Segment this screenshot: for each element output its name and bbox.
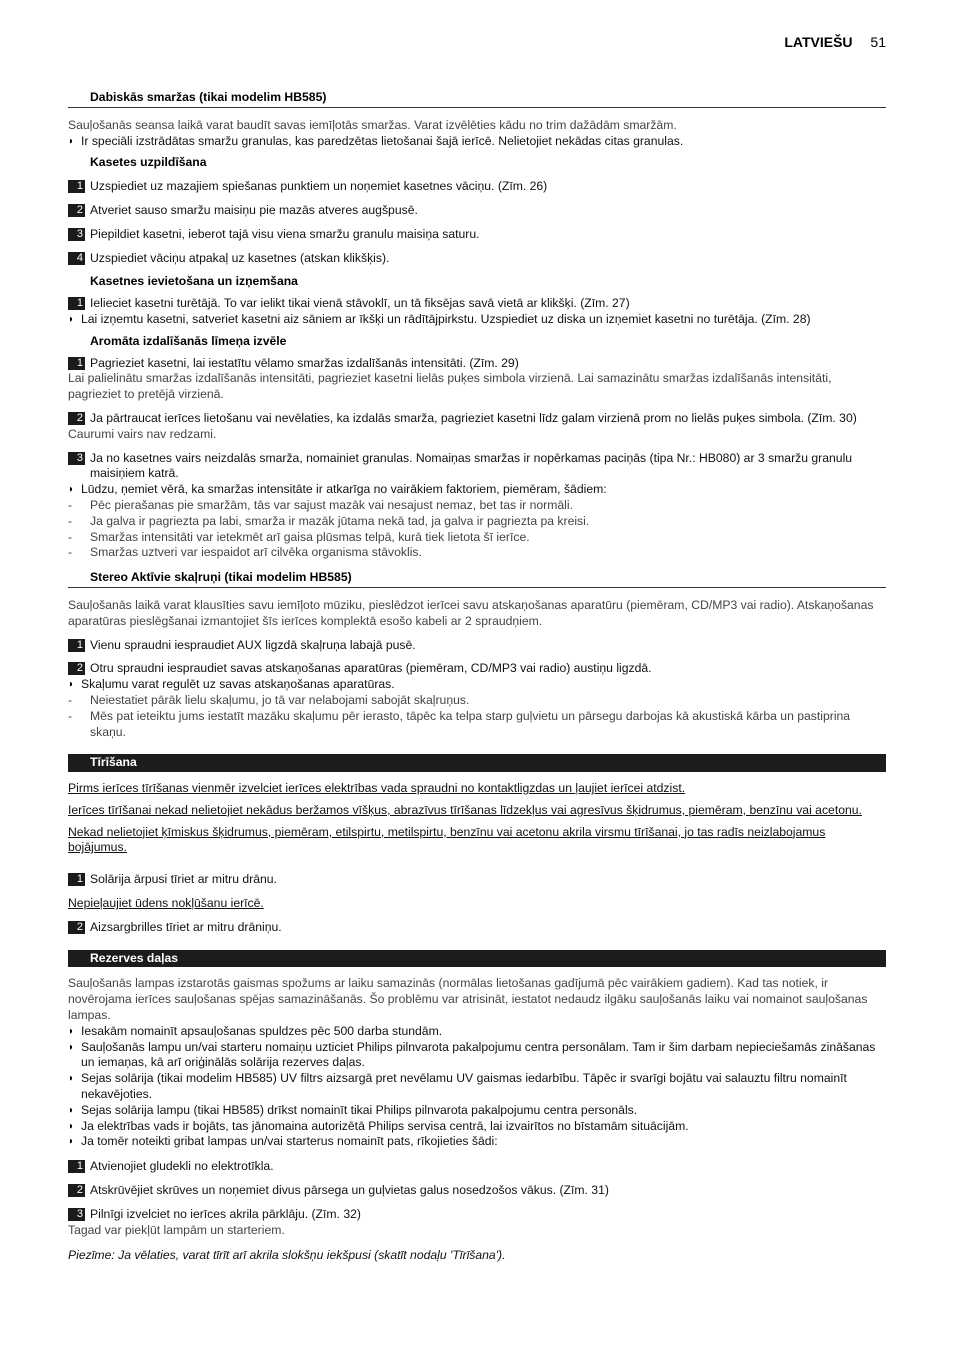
cleaning-warning: Pirms ierīces tīrīšanas vienmēr izvelciet ierīces elektrības vada spraudni no kontaktligzdas un ļaujiet ierīcei atdzist. — [68, 781, 686, 796]
step-number: 2 — [68, 412, 85, 425]
section-title-speakers: Stereo Aktīvie skaļruņi (tikai modelim HB585) — [68, 570, 886, 588]
step-item — [68, 227, 886, 243]
factor-item: - Smaržas uztveri var iespaidot arī cilvēka organisma stāvoklis. — [68, 545, 886, 561]
step-text: Vienu spraudni iespraudiet AUX ligzdā skaļruņa labajā pusē. — [90, 637, 416, 652]
subheading-insert-remove: Kasetnes ievietošana un izņemšana — [90, 274, 298, 289]
step-item — [68, 920, 886, 936]
step-number: 1 — [68, 873, 85, 886]
step-text: Aizsargbrilles tīriet ar mitru drāniņu. — [90, 919, 282, 934]
step-text: Uzspiediet uz mazajiem spiešanas punktiem un noņemiet kasetnes vāciņu. (Zīm. 26) — [90, 179, 548, 194]
step-item — [68, 1183, 886, 1199]
step-number: 2 — [68, 1184, 85, 1197]
holes-text: Caurumi vairs nav redzami. — [68, 426, 217, 441]
step-text: Atveriet sauso smaržu maisiņu pie mazās atveres augšpusē. — [90, 202, 418, 217]
language-label: LATVIEŠU — [784, 34, 853, 50]
volume-warning: - Mēs pat ieteiktu jums iestatīt mazāku skaļumu pēr ierasto, tāpēc ka telpa starp guļvietu un pārsegu darbojas kā akustiskā kārba un pastiprina skaņu. — [68, 709, 886, 741]
step-text: Ja no kasetnes vairs neizdalās smarža, nomainiet granulas. Nomaiņas smaržas ir nopērkamas paciņās (tipa Nr.: HB080) ar 3 smaržu granulu maisiņiem katrā. — [90, 450, 853, 481]
step-item — [68, 872, 886, 888]
spare-parts-bullet: ◗ Ja tomēr noteikti gribat lampas un/vai starterus nomainīt pats, rīkojieties šādi: — [68, 1134, 886, 1150]
step-item — [68, 638, 886, 654]
subheading-aroma-level: Aromāta izdalīšanās līmeņa izvēle — [90, 333, 287, 348]
cleaning-note: Piezīme: Ja vēlaties, varat tīrīt arī akrila slokšņu iekšpusi (skatīt nodaļu 'Tīrīšana'). — [68, 1248, 506, 1263]
spare-parts-bullet: ◗ Sejas solārija lampu (tikai HB585) drīkst nomainīt tikai Philips pilnvarota pakalpojumu centra personāls. — [68, 1103, 886, 1119]
step-item — [68, 203, 886, 219]
section-bar-spare-parts: Rezerves daļas — [68, 950, 886, 968]
step-text: Atvienojiet gludekli no elektrotīkla. — [90, 1159, 274, 1174]
fragrance-bullet: ◗ Ir speciāli izstrādātas smaržu granulas, kas paredzētas lietošanai šajā ierīcē. Nelietojiet nekādas citas granulas. — [68, 134, 886, 150]
spare-parts-bullet: ◗ Sauļošanās lampu un/vai starteru nomaiņu uzticiet Philips pilnvarota pakalpojumu centra personālam. Tam ir šim darbam nepieciešamās zināšanas un iemaņas, kā arī oriģinālās solārija rezerves daļas. — [68, 1040, 886, 1072]
step-item — [68, 1207, 886, 1223]
step-item — [68, 1159, 886, 1175]
section-bar-cleaning: Tīrīšana — [68, 754, 886, 772]
step-item — [68, 451, 886, 483]
step-number: 1 — [68, 180, 85, 193]
step-item — [68, 411, 886, 427]
step-text: Ielieciet kasetni turētājā. To var ielikt tikai vienā stāvoklī, un tā fiksējas savā vietā ar klikšķi. (Zīm. 27) — [90, 296, 630, 311]
speakers-intro: Sauļošanās laikā varat klausīties savu iemīļoto mūziku, pieslēdzot ierīcei savu atskaņošanas aparatūru (piemēram, CD/MP3 vai radio). Atskaņošanas aparatūras pieslēgšanai izmantojiet šīs ierīces komplektā esošo kabeli ar 2 spraudņiem. — [68, 597, 874, 628]
section-title-fragrance: Dabiskās smaržas (tikai modelim HB585) — [68, 90, 886, 108]
step-text: Pagrieziet kasetni, lai iestatītu vēlamo smaržas izdalīšanās intensitāti. (Zīm. 29) — [90, 355, 519, 370]
step-text: Pilnīgi izvelciet no ierīces akrila pārklāju. (Zīm. 32) — [90, 1206, 361, 1221]
spare-parts-intro: Sauļošanās lampas izstarotās gaismas spožums ar laiku samazinās (normālas lietošanas gadījumā pēc vairākiem gadiem). Kad tas notiek, ir novērojama ierīces sauļošanas spējas samazināšanās. Šo problēmu var atrisināt, iestatot nedaudz ilgāku sauļošanās laiku vai nomainot sauļošanas lampas. — [68, 976, 868, 1023]
intensity-factors-bullet: ◗ Lūdzu, ņemiet vērā, ka smaržas intensitāte ir atkarīga no vairākiem faktoriem, piemēram, šādiem: — [68, 482, 886, 498]
step-number: 4 — [68, 252, 85, 265]
step-item — [68, 296, 886, 312]
water-warning: Nepieļaujiet ūdens nokļūšanu ierīcē. — [68, 896, 264, 911]
cleaning-warning: Ierīces tīrīšanai nekad nelietojiet nekādus beržamos vīšķus, abrazīvus tīrīšanas līdzekļus vai agresīvus šķidrumus, piemēram, benzīnu vai acetonu. — [68, 802, 862, 817]
factor-item: - Pēc pierašanas pie smaržām, tās var sajust mazāk vai nesajust nemaz, bet tas ir normāli. — [68, 498, 886, 514]
step-item — [68, 251, 886, 267]
step-number: 2 — [68, 921, 85, 934]
step-number: 3 — [68, 1208, 85, 1221]
page-content — [68, 90, 886, 1264]
step-text: Otru spraudni iespraudiet savas atskaņošanas aparatūras (piemēram, CD/MP3 vai radio) austiņu ligzdā. — [90, 661, 652, 676]
subheading-filling: Kasetes uzpildīšana — [90, 155, 207, 170]
step-text: Ja pārtraucat ierīces lietošanu vai nevēlaties, ka izdalās smarža, pagrieziet kasetni līdz galam virzienā prom no lielās puķes simbola. (Zīm. 30) — [90, 410, 857, 425]
intensity-text: Lai palielinātu smaržas izdalīšanās intensitāti, pagrieziet kasetni lielās puķes simbola virzienā. Lai samazinātu smaržas izdalīšanās intensitāti, pagrieziet to pretējā virzienā. — [68, 371, 832, 402]
step-number: 2 — [68, 662, 85, 675]
page-number: 51 — [870, 34, 886, 50]
step-number: 3 — [68, 228, 85, 241]
step-number: 1 — [68, 639, 85, 652]
step-item — [68, 179, 886, 195]
factor-item: - Smaržas intensitāti var ietekmēt arī gaisa plūsmas telpā, kurā tiek lietota šī ierīce. — [68, 530, 886, 546]
step-text: Atskrūvējiet skrūves un noņemiet divus pārsega un guļvietas galus nosedzošos vākus. (Zīm. 31) — [90, 1183, 609, 1198]
step-number: 1 — [68, 357, 85, 370]
volume-warning: - Neiestatiet pārāk lielu skaļumu, jo tā var nelabojami sabojāt skaļruņus. — [68, 693, 886, 709]
factor-item: - Ja galva ir pagriezta pa labi, smarža ir mazāk jūtama nekā tad, ja galva ir pagriezta pa kreisi. — [68, 514, 886, 530]
spare-parts-bullet: ◗ Sejas solārija (tikai modelim HB585) UV filtrs aizsargā pret nevēlamu UV gaismas iedarbību. Tāpēc ir svarīgi bojātu vai salauztu filtru nomainīt nekavējoties. — [68, 1071, 886, 1103]
cleaning-warning: Nekad nelietojiet ķīmiskus šķidrumus, piemēram, etilspirtu, metilspirtu, benzīnu vai acetonu akrila virsmu tīrīšanai, jo tas radīs neizlabojamus bojājumus. — [68, 824, 826, 855]
volume-bullet: ◗ Skaļumu varat regulēt uz savas atskaņošanas aparatūras. — [68, 677, 886, 693]
step-number: 3 — [68, 452, 85, 465]
access-text: Tagad var piekļūt lampām un starteriem. — [68, 1222, 285, 1237]
step-number: 1 — [68, 297, 85, 310]
fragrance-intro: Sauļošanās seansa laikā varat baudīt savas iemīļotās smaržas. Varat izvēlēties kādu no trim dažādām smaržām. — [68, 117, 677, 132]
step-text: Solārija ārpusi tīriet ar mitru drānu. — [90, 872, 277, 887]
step-item — [68, 661, 886, 677]
page-header — [784, 34, 886, 50]
remove-cartridge-bullet: ◗ Lai izņemtu kasetni, satveriet kasetni aiz sāniem ar īkšķi un rādītājpirkstu. Uzspiediet uz diska un izņemiet kasetni no turētāja. (Zīm. 28) — [68, 312, 886, 328]
spare-parts-bullet: ◗ Iesakām nomainīt apsauļošanas spuldzes pēc 500 darba stundām. — [68, 1024, 886, 1040]
step-number: 1 — [68, 1160, 85, 1173]
step-number: 2 — [68, 204, 85, 217]
step-text: Uzspiediet vāciņu atpakaļ uz kasetnes (atskan klikšķis). — [90, 250, 390, 265]
step-text: Piepildiet kasetni, ieberot tajā visu viena smaržu granulu maisiņa saturu. — [90, 226, 480, 241]
spare-parts-bullet: ◗ Ja elektrības vads ir bojāts, tas jānomaina autorizētā Philips servisa centrā, lai izvairītos no bīstamām situācijām. — [68, 1119, 886, 1135]
step-item — [68, 356, 886, 372]
